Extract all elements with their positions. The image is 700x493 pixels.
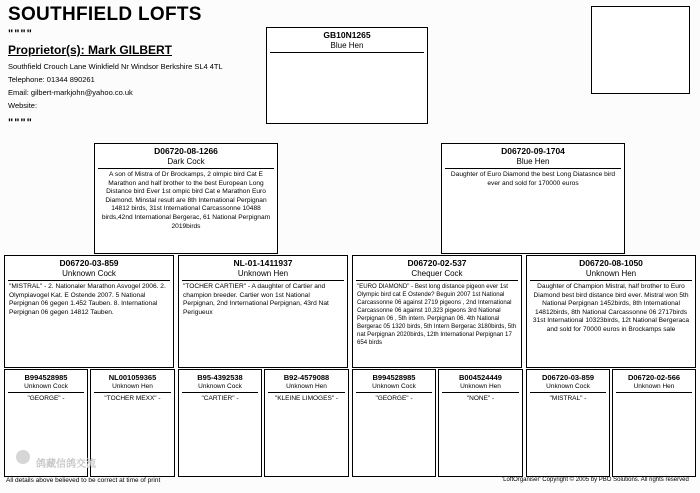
ring-number: B004524449 [459, 373, 502, 382]
bird-description: A son of Mistra of Dr Brockamps, 2 olmpic bird Cat E Marathon and half brother to the best European Long Distance bird Ever 1st ompic bird Cat e Marathon Euro Diamond. Minstal result are 8th International Perpignan 14812 birds, 31st International Carcassonne 10488 birds,42nd International Bergerac, 61 National Perpignam 2019birds [101, 171, 271, 230]
ring-number: GB10N1265 [323, 30, 371, 40]
owner-telephone: Telephone: 01344 890261 [8, 75, 95, 84]
bird-description: "MISTRAL" - 2. Nationaler Marathon Asvogel 2006. 2. Olympiavogel Kat. E Ostende 2007. 5 National Perpignan 06 gegen 1.452 Tauben. 8. International Perpignan 06 gegen 14812 Tauben. [9, 283, 166, 316]
sire-sire-box [4, 255, 174, 368]
ring-number: D06720-03-859 [541, 373, 595, 382]
sire-dam-box [178, 255, 348, 368]
bird-sex-color: Unknown Hen [530, 269, 692, 281]
great-grandparent-box [612, 369, 696, 477]
bird-description [613, 393, 695, 397]
bird-description: Daughter of Champion Mistral, half brother to Euro Diamond best bird distance bird ever. Mistral won 5th National Perpignan 1452birds, 8th International 14812birds, 8th National Carcassonne 06 2717birds 31st International 10323birds, 12t National Bergeraca and sold for 70000 euros in Brockamps sale [532, 283, 690, 333]
ring-number: B994528985 [372, 373, 416, 382]
bird-description: Daughter of Euro Diamond the best Long Diatasnce bird ever and sold for 170000 euros [450, 171, 616, 187]
bird-description: "TOCHER MEXX" - [104, 395, 161, 402]
ring-number: NL-01-1411937 [233, 258, 293, 268]
bird-sex-color: Unknown Hen [268, 383, 345, 393]
bird-sex-color: Unknown Cock [182, 383, 258, 393]
bird-sex-color: Blue Hen [445, 157, 621, 169]
ring-number: D06720-02-566 [627, 373, 681, 382]
loft-name: SOUTHFIELD LOFTS [8, 4, 202, 25]
footer-copyright: 'LoftOrganiser' Copyright © 2005 by PBO Solutions. All rights reserved [502, 477, 689, 483]
bird-sex-color: Unknown Cock [530, 383, 606, 393]
ring-number: D06720-08-1266 [154, 146, 218, 156]
dam-sire-box [352, 255, 522, 368]
ring-number: B92-4579088 [283, 373, 330, 382]
bird-sex-color: Dark Cock [98, 157, 274, 169]
ring-number: D06720-02-537 [407, 258, 467, 268]
bird-sex-color: Unknown Hen [94, 383, 171, 393]
bird-description: "CARTIER" - [201, 395, 239, 402]
watermark-bird-icon [16, 450, 30, 464]
bird-description: "GEORGE" - [375, 395, 413, 402]
great-grandparent-box [178, 369, 262, 477]
owner-address: Southfield Crouch Lane Winkfield Nr Windsor Berkshire SL4 4TL [8, 62, 223, 71]
bird-sex-color: Unknown Hen [182, 269, 344, 281]
photo-placeholder [591, 6, 690, 94]
bird-sex-color: Unknown Cock [8, 269, 170, 281]
watermark-text: 鸽藏信鸽交流 [36, 459, 96, 470]
great-grandparent-box [352, 369, 436, 477]
ring-number: B95-4392538 [197, 373, 243, 382]
dam-dam-box [526, 255, 696, 368]
bird-sex-color: Unknown Hen [616, 383, 692, 393]
bird-sex-color: Unknown Hen [442, 383, 519, 393]
bird-description: "MISTRAL" - [549, 395, 587, 402]
bird-sex-color: Chequer Cock [356, 269, 518, 281]
proprietor-name: Proprietor(s): Mark GILBERT [8, 43, 173, 57]
owner-email: Email: gilbert-markjohn@yahoo.co.uk [8, 88, 133, 97]
great-grandparent-box [438, 369, 523, 477]
owner-website: Website: [8, 101, 38, 110]
dam-box [441, 143, 625, 254]
ring-number: NL001059365 [108, 373, 157, 382]
footer-disclaimer: All details above believed to be correct at time of print [6, 477, 161, 484]
bird-sex-color: Blue Hen [270, 41, 424, 53]
great-grandparent-box [526, 369, 610, 477]
great-grandparent-box [90, 369, 175, 477]
bird-sex-color: Unknown Cock [356, 383, 432, 393]
bird-sex-color: Unknown Cock [8, 383, 84, 393]
sire-box [94, 143, 278, 254]
ring-number: D06720-09-1704 [501, 146, 565, 156]
great-grandparent-box [264, 369, 349, 477]
title-decoration: """" [8, 28, 33, 40]
bird-description: "GEORGE" - [27, 395, 65, 402]
bird-description: "NONE" - [466, 395, 495, 402]
ring-number: D06720-03-859 [59, 258, 119, 268]
bird-description: "TOCHER CARTIER" - A daughter of Cartier and champion breeder. Cartier won 1st National Perpignan, 2nd Inrternational Perpignan, 43rd Nat Perigueux [183, 283, 329, 316]
section-decoration: """" [8, 117, 33, 129]
bird-description: "EURO DIAMOND" - Best long distance pigeon ever 1st Olympic bird cat E Ostende? Beguin 2007 1st National Carcassonne 06 against 2719 pigeons , 2nd International Carcassonne 06 against 10,323 pigeons 3rd National Perpignan 06 , 5th intern. Perpignan 06. 4th National Bergerac 05 1320 birds, 5th Intern Bergerac 3180birds, 5th nat Perpignan 2020birds, 12th International Perpignan 17 654 birds [357, 283, 517, 346]
ring-number: D06720-08-1050 [579, 258, 643, 268]
bird-description: "KLEINE LIMOGES" - [274, 395, 339, 402]
subject-bird-box [266, 27, 428, 124]
ring-number: B994528985 [24, 373, 68, 382]
